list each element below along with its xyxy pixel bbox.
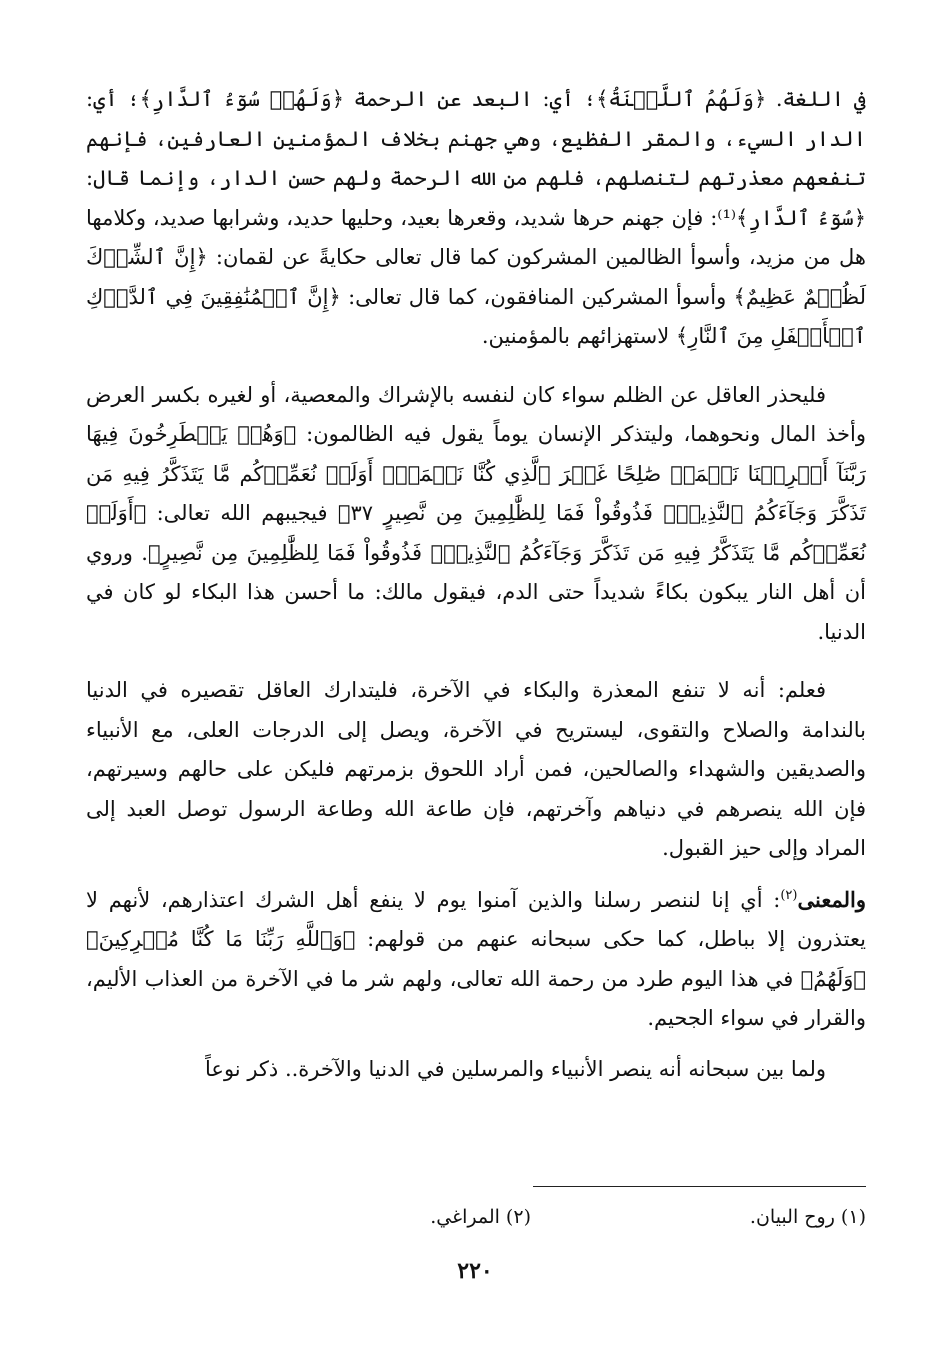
paragraph-2: فليحذر العاقل عن الظلم سواء كان لنفسه بالإشراك والمعصية، أو لغيره بكسر العرض وأخذ المال ونحوهما، وليتذكر الإنسان يوماً يقول فيه الظالمون: ﴿وَهُمۡ يَصۡطَرِخُونَ فِيهَا رَبَّنَآ أَخۡرِجۡنَا نَعۡمَلۡ صَٰلِحًا غَيۡرَ ٱلَّذِي كُنَّا نَعۡمَلُۚ أَوَلَمۡ نُعَمِّرۡكُم مَّا يَتَذَكَّرُ فِيهِ مَن تَذَكَّرَ وَجَآءَكُمُ ٱلنَّذِيرُۖ فَذُوقُواْ فَمَا لِلظَّٰلِمِينَ مِن نَّصِيرٍ ٣٧﴾ فيجيبهم الله تعالى: ﴿أَوَلَمۡ نُعَمِّرۡكُم مَّا يَتَذَكَّرُ فِيهِ مَن تَذَكَّرَ وَجَآءَكُمُ ٱلنَّذِيرُۖ فَذُوقُواْ فَمَا لِلظَّٰلِمِينَ مِن نَّصِيرٍ﴾. وروي أن أهل النار يبكون بكاءً شديداً حتى الدم، فيقول مالك: ما أحسن هذا البكاء لو كان في الدنيا.: [86, 382, 866, 644]
page-body: [86, 80, 866, 1089]
paragraph-4-text: أي إنا لننصر رسلنا والذين آمنوا يوم لا ينفع أهل الشرك اعتذارهم، لأنهم لا يعتذرون إلا بباطل، كما حكى سبحانه عنهم من قولهم: ﴿وَٱللَّهِ رَبِّنَا مَا كُنَّا مُشۡرِكِينَ﴾ ﴿وَلَهُمُ﴾ في هذا اليوم طرد من رحمة الله تعالى، ولهم شر ما في الآخرة من العذاب الأليم، والقرار في سواء الجحيم.: [86, 887, 866, 1030]
footnote-2: (٢) المراغي.: [430, 1206, 531, 1228]
footnotes: [86, 1202, 866, 1234]
paragraph-5: ولما بين سبحانه أنه ينصر الأنبياء والمرسلين في الدنيا والآخرة.. ذكر نوعاً: [205, 1056, 826, 1081]
footnote-ref-2: (٢): [780, 887, 798, 903]
paragraph-1: في اللغة. ﴿وَلَهُمُ ٱللَّعۡنَةُ﴾؛ أي: البعد عن الرحمة ﴿وَلَهُمۡ سُوٓءُ ٱلدَّارِ﴾؛ أي: الدار السيء، والمقر الفظيع، وهي جهنم بخلاف المؤمنين العارفين، فإنهم تنفعهم معذرتهم لتنصلهم، فلهم من الله الرحمة ولهم حسن الدار، وإنما قال: ﴿سُوٓءُ ٱلدَّارِ﴾⁽¹⁾: فإن جهنم حرها شديد، وقعرها بعيد، وحليها حديد، وشرابها صديد، وكلامها هل من مزيد، وأسوأ الظالمين المشركون كما قال تعالى حكايةً عن لقمان: ﴿إِنَّ ٱلشِّرۡكَ لَظُلۡمٌ عَظِيمٌ﴾ وأسوأ المشركين المنافقون، كما قال تعالى: ﴿إِنَّ ٱلۡمُنَٰفِقِينَ فِي ٱلدَّرۡكِ ٱلۡأَسۡفَلِ مِنَ ٱلنَّارِ﴾ لاستهزائهم بالمؤمنين.: [86, 87, 866, 348]
footnote-1: (١) روح البيان.: [749, 1206, 866, 1228]
meaning-label: والمعنى: [797, 886, 866, 912]
page-number: ٢٢٠: [457, 1258, 493, 1284]
footnote-separator: [533, 1186, 866, 1187]
paragraph-4: [86, 880, 866, 1039]
paragraph-3: فعلم: أنه لا تنفع المعذرة والبكاء في الآخرة، فليتدارك العاقل تقصيره في الدنيا بالندامة والصلاح والتقوى، ليستريح في الآخرة، ويصل إلى الدرجات العلى، مع الأنبياء والصديقين والشهداء والصالحين، فمن أراد اللحوق بزمرتهم فليكن على حالهم وسيرتهم، فإن الله ينصرهم في دنياهم وآخرتهم، فإن طاعة الله وطاعة الرسول توصل العبد إلى المراد وإلى حيز القبول.: [86, 678, 866, 860]
meaning-colon: :: [762, 887, 781, 912]
